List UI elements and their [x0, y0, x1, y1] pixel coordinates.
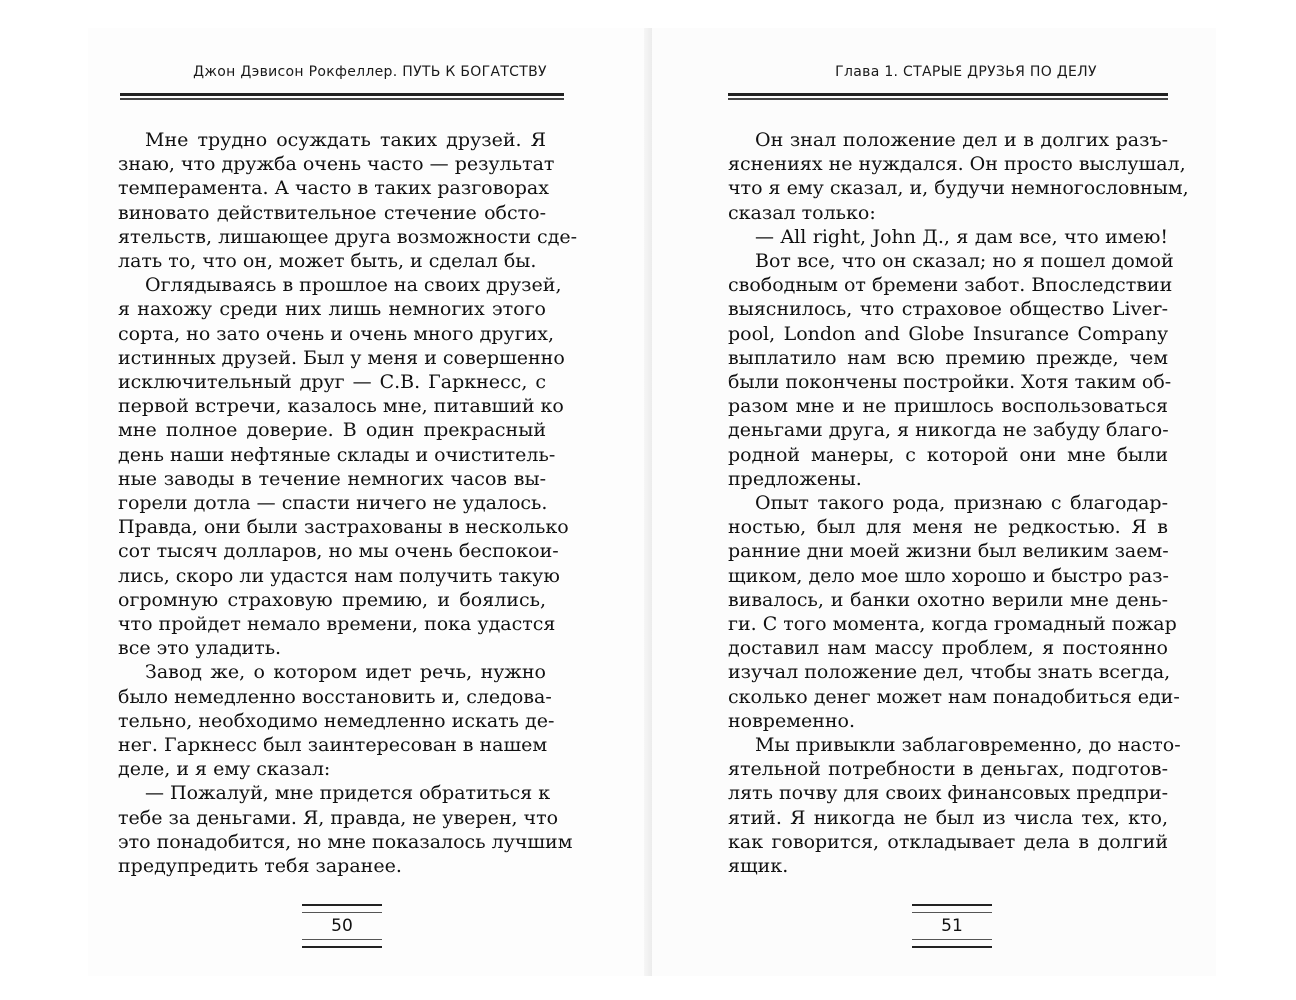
text-line: родной манеры, с которой они мне были — [728, 443, 1168, 466]
text-line: изучал положение дел, чтобы знать всегда, — [728, 661, 1171, 684]
text-line: доставил нам массу проблем, я постоянно — [728, 637, 1168, 660]
text-line: Он знал положение дел и в долгих разъ- — [755, 129, 1168, 151]
text-line: Опыт такого рода, признаю с благодар- — [755, 492, 1168, 515]
page-number-block-right — [912, 904, 992, 948]
text-line: ящик. — [728, 855, 789, 878]
page-number-right: 51 — [941, 916, 963, 936]
text-line: нег. Гаркнесс был заинтересован в нашем — [118, 734, 548, 757]
book-spread — [88, 28, 1216, 976]
folio-rule-top — [302, 904, 382, 913]
text-line: были покончены постройки. Хотя таким об- — [728, 371, 1172, 394]
text-line: виновато действительное стечение обсто- — [118, 201, 546, 224]
text-line: как говорится, откладывает дела в долгий — [728, 830, 1168, 853]
text-line: сказал только: — [728, 201, 876, 224]
text-line: огромную страховую премию, и боялись, — [118, 588, 546, 611]
right-page-body — [728, 128, 1189, 878]
text-line: лись, скоро ли удастся нам получить такую — [118, 564, 560, 587]
left-page-body — [118, 128, 578, 878]
text-line: все это уладить. — [118, 637, 282, 660]
text-line: ные заводы в течение немногих часов вы- — [118, 467, 546, 490]
text-line: лять почву для своих финансовых предпри- — [728, 782, 1169, 805]
text-line: ранние дни моей жизни был великим заем- — [728, 540, 1169, 563]
text-line: pool, London and Globe Insurance Company — [728, 322, 1168, 345]
text-line: ги. С того момента, когда громадный пожар — [728, 613, 1177, 636]
text-line: сот тысяч долларов, но мы очень беспокои- — [118, 540, 559, 563]
text-line: что пройдет немало времени, пока удастся — [118, 613, 556, 636]
text-line: яснениях не нуждался. Он просто выслушал, — [728, 153, 1186, 176]
text-line: деле, и я ему сказал: — [118, 758, 331, 781]
header-rule-right — [728, 93, 1168, 96]
text-line: было немедленно восстановить и, следова- — [118, 685, 552, 708]
text-line: знаю, что дружба очень часто — результат — [118, 153, 555, 176]
running-head-left: Джон Дэвисон Рокфеллер. ПУТЬ К БОГАТСТВУ — [193, 64, 547, 80]
text-line: день наши нефтяные склады и очиститель- — [118, 443, 556, 466]
text-line: разом мне и не пришлось воспользоваться — [728, 395, 1168, 418]
text-line: лать то, что он, может быть, и сделал бы. — [118, 250, 537, 273]
text-line: Правда, они были застрахованы в несколько — [118, 516, 569, 539]
text-line: горели дотла — спасти ничего не удалось. — [118, 492, 548, 515]
text-line: выяснилось, что страховое общество Liver- — [728, 298, 1168, 321]
text-line: выплатило нам всю премию прежде, чем — [728, 346, 1168, 369]
folio-rule-bottom — [912, 939, 992, 948]
text-line: предложены. — [728, 467, 862, 490]
folio-rule-top — [912, 904, 992, 913]
text-line: Оглядываясь в прошлое на своих друзей, — [145, 274, 562, 297]
text-line: это понадобится, но мне показалось лучшим — [118, 830, 573, 853]
text-line: новременно. — [728, 709, 856, 732]
text-line: тельно, необходимо немедленно искать де- — [118, 709, 555, 732]
text-line: — All right, John Д., я дам все, что имею! — [755, 225, 1168, 248]
text-line: сорта, но зато очень и очень много других, — [118, 322, 554, 345]
text-line: — Пожалуй, мне придется обратиться к — [145, 782, 551, 805]
text-line: Завод же, о котором идет речь, нужно — [145, 661, 546, 684]
text-line: что я ему сказал, и, будучи немногословным, — [728, 177, 1189, 200]
text-line: Вот все, что он сказал; но я пошел домой — [755, 250, 1174, 273]
right-page — [652, 28, 1216, 976]
left-page — [88, 28, 652, 976]
text-line: темперамента. А часто в таких разговорах — [118, 177, 549, 200]
text-line: ностью, был для меня не редкостью. Я в — [728, 516, 1168, 539]
text-line: истинных друзей. Был у меня и совершенно — [118, 346, 565, 369]
text-line: исключительный друг — С.В. Гаркнесс, с — [118, 371, 546, 394]
text-line: я нахожу среди них лишь немногих этого — [118, 298, 546, 321]
text-line: вивалось, и банки охотно верили мне день- — [728, 588, 1168, 611]
text-line: мне полное доверие. В один прекрасный — [118, 419, 546, 442]
text-line: щиком, дело мое шло хорошо и быстро раз- — [728, 564, 1169, 587]
text-line: сколько денег может нам понадобиться еди- — [728, 685, 1180, 708]
text-line: ятельств, лишающее друга возможности сде- — [118, 225, 578, 248]
text-line: предупредить тебя заранее. — [118, 855, 402, 878]
page-number-left: 50 — [331, 916, 353, 936]
folio-rule-bottom — [302, 939, 382, 948]
text-line: Мне трудно осуждать таких друзей. Я — [145, 129, 546, 151]
text-line: ятий. Я никогда не был из числа тех, кто, — [728, 806, 1168, 829]
text-line: деньгами друга, я никогда не забуду благо- — [728, 419, 1169, 442]
header-rule-left — [120, 93, 564, 96]
text-line: свободным от бремени забот. Впоследствии — [728, 274, 1173, 297]
running-head-right: Глава 1. СТАРЫЕ ДРУЗЬЯ ПО ДЕЛУ — [835, 64, 1097, 80]
text-line: первой встречи, казалось мне, питавший ко — [118, 395, 564, 418]
page-number-block-left — [302, 904, 382, 948]
text-line: Мы привыкли заблаговременно, до насто- — [755, 734, 1181, 757]
text-line: ятельной потребности в деньгах, подготов- — [728, 758, 1168, 781]
text-line: тебе за деньгами. Я, правда, не уверен, что — [118, 806, 559, 829]
